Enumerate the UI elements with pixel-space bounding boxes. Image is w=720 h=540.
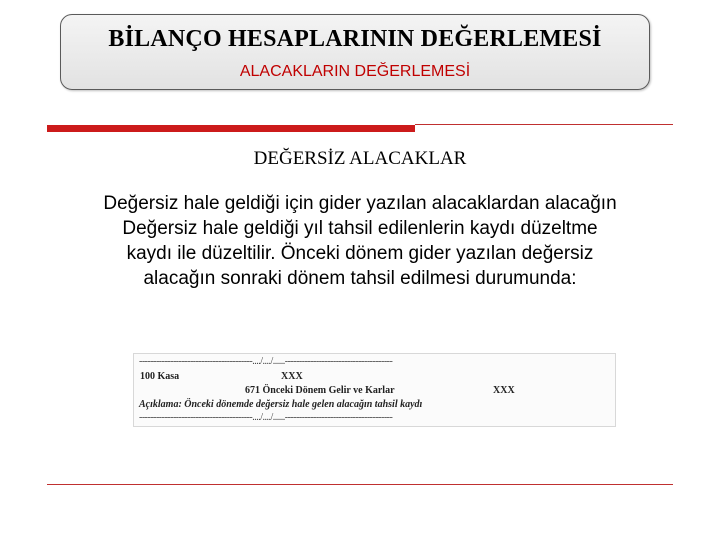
credit-account: 671 Önceki Dönem Gelir ve Karlar	[245, 385, 395, 396]
entry-explanation: Açıklama: Önceki dönemde değersiz hale gelen alacağın tahsil kaydı	[139, 399, 423, 410]
top-divider	[415, 124, 673, 125]
accent-bar	[47, 125, 415, 132]
title-box	[60, 14, 650, 90]
body-paragraph	[30, 191, 690, 291]
paragraph-line: Değersiz hale geldiği için gider yazılan alacaklardan alacağın	[103, 193, 617, 214]
bottom-divider	[47, 484, 673, 485]
journal-top-separator: ----------------------------------------..../..../......--------------------------------------	[139, 356, 393, 367]
section-heading: DEĞERSİZ ALACAKLAR	[253, 148, 467, 169]
paragraph-line: kaydı ile düzeltilir. Önceki dönem gider yazılan değersiz	[126, 243, 594, 264]
paragraph-line: alacağın sonraki dönem tahsil edilmesi durumunda:	[143, 268, 577, 289]
paragraph-line: Değersiz hale geldiği yıl tahsil edilenlerin kaydı düzeltme	[122, 218, 598, 239]
journal-entry-image	[133, 353, 616, 427]
slide-subtitle: ALACAKLARIN DEĞERLEMESİ	[239, 63, 471, 80]
slide-title: BİLANÇO HESAPLARININ DEĞERLEMESİ	[108, 26, 602, 52]
credit-amount: XXX	[493, 385, 515, 396]
debit-account: 100 Kasa	[140, 371, 180, 382]
debit-amount: XXX	[281, 371, 303, 382]
journal-bottom-separator: ----------------------------------------..../..../......--------------------------------------	[139, 412, 393, 423]
